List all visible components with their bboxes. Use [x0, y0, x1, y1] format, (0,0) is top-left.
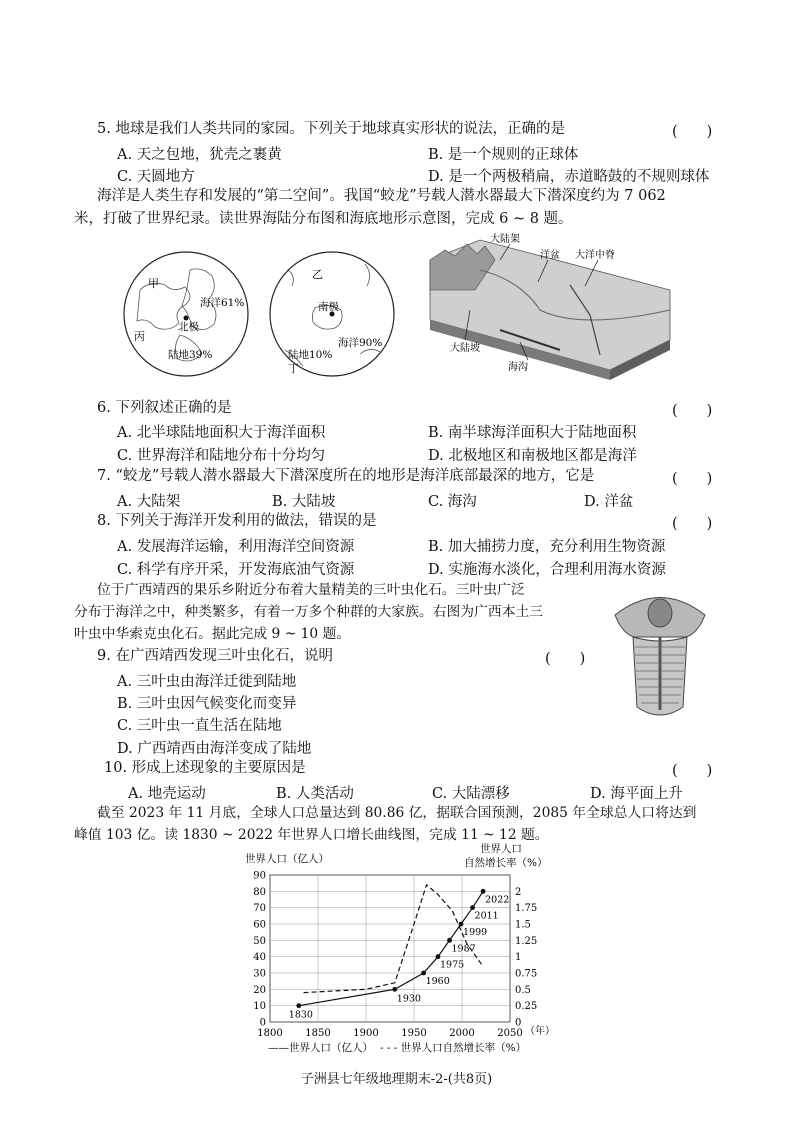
q8-option-d[interactable]: D. 实施海水淡化，合理利用海水资源 — [428, 562, 666, 578]
right-axis-title-2: 自然增长率（%） — [464, 857, 548, 869]
population-point — [447, 938, 452, 943]
left-tick-label: 80 — [253, 886, 266, 898]
intro1-line2: 米，打破了世界纪录。读世界海陆分布图和海底地形示意图，完成 6 ~ 8 题。 — [74, 211, 573, 227]
label-ding: 丁 — [288, 362, 299, 375]
q5-answer-paren[interactable]: ( ) — [672, 124, 713, 140]
intro2-line2: 分布于海洋之中，种类繁多，有着一万多个种群的大家族。右图为广西本土三 — [74, 604, 544, 620]
left-tick-label: 0 — [259, 1017, 266, 1029]
right-tick-label: 1.5 — [515, 919, 531, 931]
population-point — [296, 1003, 301, 1008]
q6-option-b[interactable]: B. 南半球海洋面积大于陆地面积 — [428, 425, 637, 441]
population-point-label: 1960 — [425, 976, 450, 987]
population-point — [481, 889, 486, 894]
population-point-label: 1999 — [463, 927, 488, 938]
left-tick-label: 10 — [253, 1001, 266, 1013]
q9-option-a[interactable]: A. 三叶虫由海洋迁徙到陆地 — [117, 674, 297, 690]
x-tick-label: 1800 — [257, 1028, 283, 1039]
label-continental-shelf: 大陆架 — [490, 234, 520, 245]
label-ocean-basin: 洋盆 — [540, 250, 560, 261]
left-tick-label: 70 — [253, 903, 266, 915]
south-ocean-percent: 海洋90% — [338, 337, 383, 349]
q8-option-a[interactable]: A. 发展海洋运输，利用海洋空间资源 — [117, 539, 355, 555]
right-tick-label: 1.25 — [515, 935, 538, 947]
population-point — [436, 954, 441, 959]
q6-stem: 6. 下列叙述正确的是 — [97, 400, 232, 416]
right-tick-label: 0.25 — [515, 1001, 538, 1013]
q5-stem: 5. 地球是我们人类共同的家园。下列关于地球真实形状的说法，正确的是 — [97, 121, 565, 137]
population-point — [470, 905, 475, 910]
world-population-growth-chart — [230, 842, 570, 1057]
q9-answer-paren[interactable]: ( ) — [545, 651, 586, 667]
right-axis-title-1: 世界人口 — [480, 843, 522, 855]
q8-option-b[interactable]: B. 加大捕捞力度，充分利用生物资源 — [428, 539, 666, 555]
north-pole-label: 北极 — [178, 321, 199, 333]
q5-option-a[interactable]: A. 天之包地，犹壳之裹黄 — [117, 147, 282, 163]
label-jia: 甲 — [148, 277, 159, 290]
left-tick-label: 90 — [253, 870, 266, 882]
right-tick-label: 2 — [515, 886, 522, 898]
label-mid-ocean-ridge: 大洋中脊 — [575, 250, 615, 261]
x-tick-label: 1900 — [353, 1028, 379, 1039]
x-tick-label: 1850 — [305, 1028, 331, 1039]
q6-option-c[interactable]: C. 世界海洋和陆地分布十分均匀 — [117, 448, 326, 464]
q9-stem: 9. 在广西靖西发现三叶虫化石，说明 — [97, 648, 333, 664]
q10-option-b[interactable]: B. 人类活动 — [276, 786, 354, 802]
q10-option-d[interactable]: D. 海平面上升 — [590, 786, 683, 802]
population-point-label: 1975 — [440, 959, 465, 971]
right-tick-label: 1.75 — [515, 903, 538, 915]
intro3-line2: 峰值 103 亿。读 1830 ~ 2022 年世界人口增长曲线图，完成 11 ~ 12 题。 — [74, 827, 549, 843]
x-tick-label: 2000 — [449, 1028, 475, 1039]
q7-option-c[interactable]: C. 海沟 — [428, 494, 477, 510]
q5-option-b[interactable]: B. 是一个规则的正球体 — [428, 147, 579, 163]
left-axis-title: 世界人口（亿人） — [245, 853, 329, 865]
population-point-label: 2022 — [485, 894, 510, 906]
q6-option-d[interactable]: D. 北极地区和南极地区都是海洋 — [428, 448, 637, 464]
left-tick-label: 40 — [253, 952, 266, 964]
right-tick-label: 0.75 — [515, 968, 538, 980]
north-pole-dot — [184, 316, 189, 321]
page-footer: 子洲县七年级地理期末-2-(共8页) — [300, 1072, 493, 1087]
q5-option-d[interactable]: D. 是一个两极稍扁，赤道略鼓的不规则球体 — [428, 169, 710, 185]
world-hemispheres-map — [120, 250, 410, 380]
q8-answer-paren[interactable]: ( ) — [672, 516, 713, 532]
legend-growth-rate: - - - 世界人口自然增长率（%） — [380, 1042, 527, 1054]
label-bing: 丙 — [134, 330, 145, 343]
population-point-label: 1830 — [288, 1009, 313, 1021]
right-tick-label: 0 — [515, 1017, 522, 1029]
x-tick-label: 2050 — [497, 1028, 523, 1039]
q10-stem: 10. 形成上述现象的主要原因是 — [104, 760, 306, 776]
legend-population: ——世界人口（亿人） — [268, 1042, 373, 1054]
intro2-line1: 位于广西靖西的果乐乡附近分布着大量精美的三叶虫化石。三叶虫广泛 — [97, 582, 525, 598]
q9-option-d[interactable]: D. 广西靖西由海洋变成了陆地 — [117, 741, 312, 757]
left-tick-label: 50 — [253, 935, 266, 947]
population-point — [421, 971, 426, 976]
q7-answer-paren[interactable]: ( ) — [672, 471, 713, 487]
q9-option-c[interactable]: C. 三叶虫一直生活在陆地 — [117, 718, 282, 734]
intro1-line1: 海洋是人类生存和发展的“第二空间”。我国“蛟龙”号载人潜水器最大下潜深度约为 7 062 — [97, 188, 666, 204]
population-point-label: 1987 — [451, 943, 476, 955]
x-tick-label: 1950 — [401, 1028, 427, 1039]
q7-option-d[interactable]: D. 洋盆 — [584, 494, 634, 510]
q10-option-c[interactable]: C. 大陆漂移 — [432, 786, 510, 802]
label-yi: 乙 — [312, 268, 323, 281]
q8-stem: 8. 下列关于海洋开发利用的做法，错误的是 — [97, 513, 377, 529]
north-ocean-percent: 海洋61% — [200, 297, 245, 309]
q7-option-a[interactable]: A. 大陆架 — [117, 494, 181, 510]
seafloor-terrain-diagram — [420, 230, 680, 380]
right-tick-label: 0.5 — [515, 984, 531, 996]
south-pole-label: 南极 — [318, 301, 339, 313]
label-continental-slope: 大陆坡 — [450, 343, 480, 354]
left-tick-label: 60 — [253, 919, 266, 931]
population-point-label: 2011 — [474, 910, 499, 922]
q8-option-c[interactable]: C. 科学有序开采，开发海底油气资源 — [117, 562, 355, 578]
left-tick-label: 20 — [253, 984, 266, 996]
north-land-percent: 陆地39% — [168, 349, 213, 361]
q7-option-b[interactable]: B. 大陆坡 — [272, 494, 336, 510]
q6-option-a[interactable]: A. 北半球陆地面积大于海洋面积 — [117, 425, 326, 441]
q6-answer-paren[interactable]: ( ) — [672, 403, 713, 419]
population-point — [392, 987, 397, 992]
intro2-line3: 叶虫中华索克虫化石。据此完成 9 ~ 10 题。 — [74, 626, 351, 642]
x-axis-unit: （年） — [525, 1026, 555, 1037]
south-land-percent: 陆地10% — [288, 349, 333, 361]
q5-option-c[interactable]: C. 天圆地方 — [117, 169, 195, 185]
q9-option-b[interactable]: B. 三叶虫因气候变化而变异 — [117, 696, 297, 712]
growth-rate-line — [304, 885, 484, 993]
q10-answer-paren[interactable]: ( ) — [672, 763, 713, 779]
left-tick-label: 30 — [253, 968, 266, 980]
label-trench: 海沟 — [508, 362, 528, 373]
q10-option-a[interactable]: A. 地壳运动 — [128, 786, 206, 802]
intro3-line1: 截至 2023 年 11 月底，全球人口总量达到 80.86 亿，据联合国预测，2085 年全球总人口将达到 — [97, 805, 697, 821]
right-tick-label: 1 — [515, 952, 522, 964]
population-point-label: 1930 — [396, 993, 421, 1005]
q7-stem: 7. “蛟龙”号载人潜水器最大下潜深度所在的地形是海洋底部最深的地方，它是 — [97, 468, 595, 484]
trilobite-fossil-image — [605, 585, 715, 725]
